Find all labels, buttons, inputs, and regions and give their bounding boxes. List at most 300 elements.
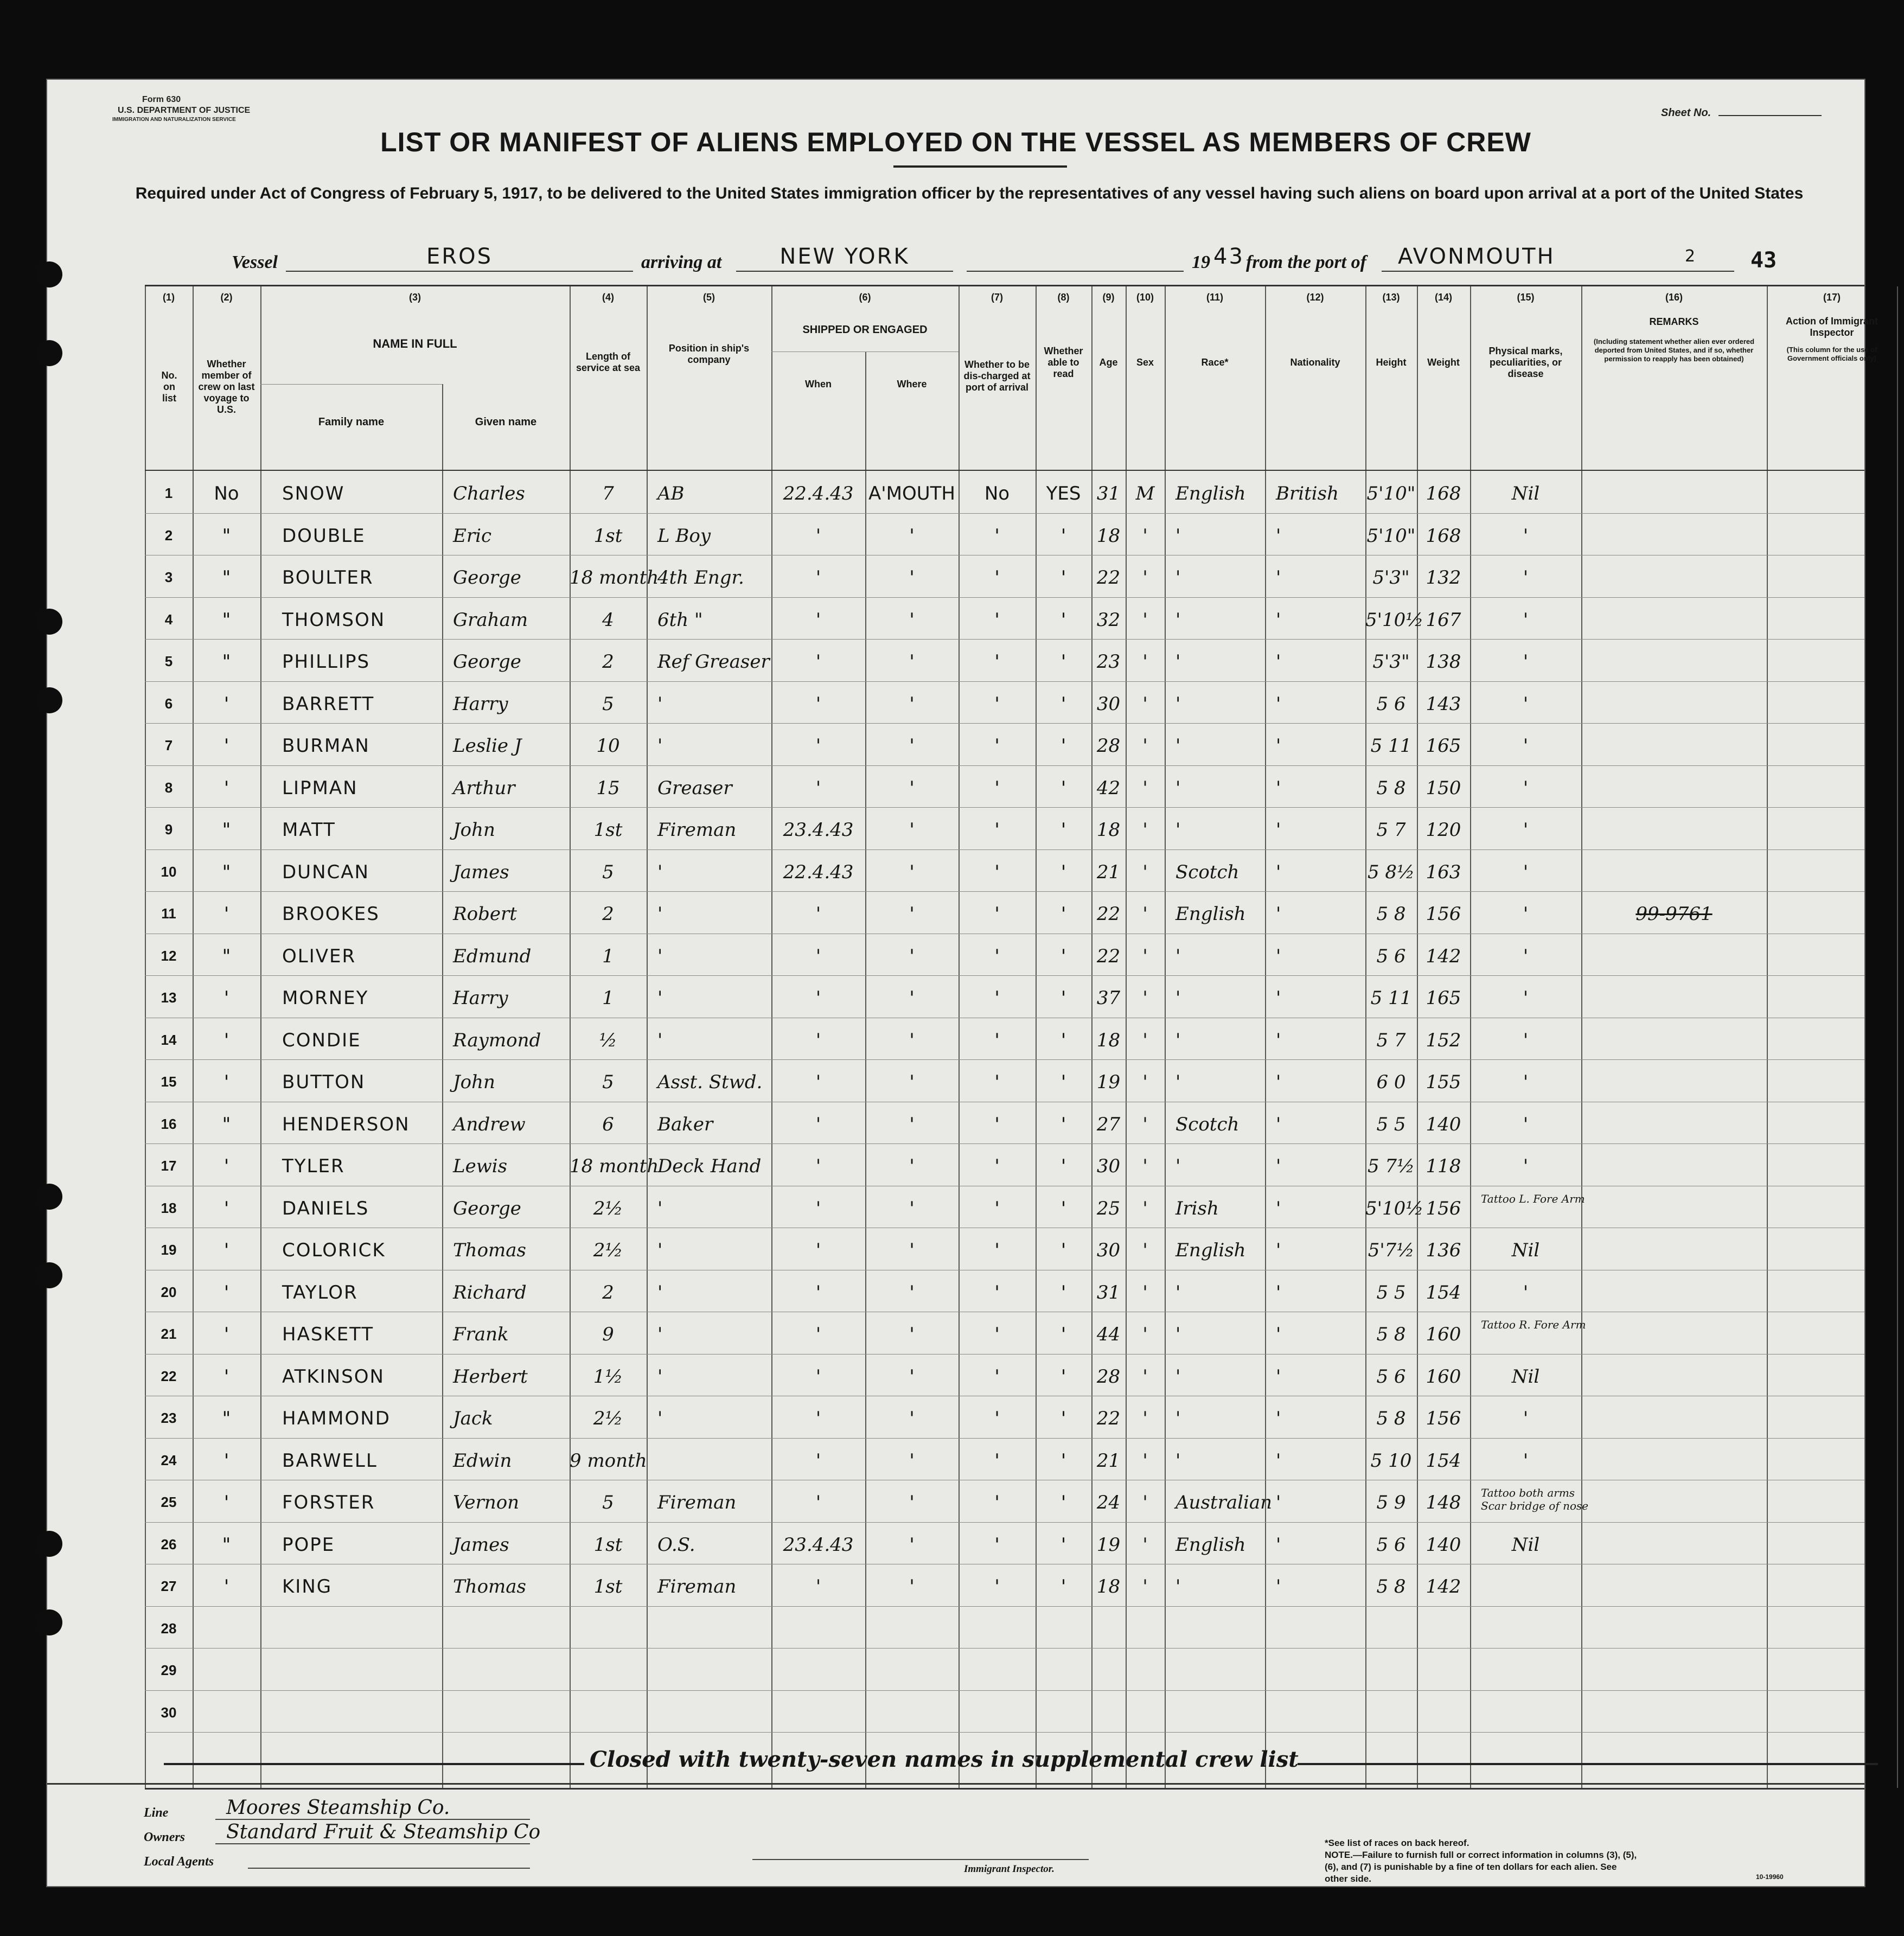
date-field xyxy=(967,242,1184,272)
binder-hole-icon xyxy=(36,1184,62,1210)
cell-given: John xyxy=(453,1071,495,1093)
cell-when: ' xyxy=(815,735,821,757)
table-row xyxy=(145,1480,1864,1522)
cell-race: English xyxy=(1175,483,1246,504)
cell-height: 5 6 xyxy=(1376,1534,1406,1556)
cell-when: ' xyxy=(815,1155,821,1177)
cell-given: Graham xyxy=(453,609,528,631)
table-row xyxy=(145,597,1864,640)
col-num-14: (14) xyxy=(1434,292,1452,303)
cell-no: 11 xyxy=(161,905,176,922)
header-age: Age xyxy=(1099,356,1118,368)
cell-marks: ' xyxy=(1523,987,1529,1009)
cell-given: George xyxy=(453,567,521,589)
cell-family: TYLER xyxy=(282,1155,345,1177)
cell-read: ' xyxy=(1060,693,1066,715)
cell-marks: ' xyxy=(1523,567,1529,589)
cell-nat: ' xyxy=(1276,1492,1281,1513)
header-discharged: Whether to be dis-charged at port of arrival xyxy=(963,359,1031,393)
table-row xyxy=(145,1564,1864,1606)
crew-table xyxy=(145,285,1878,1790)
cell-family: DANIELS xyxy=(282,1197,369,1219)
cell-age: 19 xyxy=(1096,1071,1121,1093)
table-row xyxy=(145,1059,1864,1102)
cell-family: LIPMAN xyxy=(282,777,358,799)
vessel-label: Vessel xyxy=(232,252,278,272)
cell-age: 18 xyxy=(1096,1576,1121,1598)
cell-age: 27 xyxy=(1096,1113,1121,1135)
cell-family: BROOKES xyxy=(282,903,380,925)
cell-given: Richard xyxy=(453,1281,527,1304)
cell-position: 4th Engr. xyxy=(657,567,744,589)
cell-no: 20 xyxy=(161,1283,177,1300)
cell-read: ' xyxy=(1060,1029,1066,1051)
cell-read: ' xyxy=(1060,861,1066,883)
cell-when: ' xyxy=(815,1449,821,1472)
cell-sex: M xyxy=(1135,483,1155,504)
cell-sex: ' xyxy=(1142,693,1148,715)
cell-family: BOULTER xyxy=(282,567,374,589)
cell-height: 5'3" xyxy=(1372,567,1410,589)
header-nationality: Nationality xyxy=(1290,356,1340,368)
cell-when: 23.4.43 xyxy=(783,1534,854,1556)
cell-nat: ' xyxy=(1276,1029,1281,1051)
col-num-2: (2) xyxy=(220,292,233,303)
cell-family: TAYLOR xyxy=(282,1281,358,1304)
cell-sex: ' xyxy=(1142,1239,1148,1261)
cell-weight: 156 xyxy=(1426,1408,1461,1429)
arriving-label: arriving at xyxy=(641,252,722,272)
cell-read: ' xyxy=(1060,1281,1066,1304)
cell-height: 5'7½ xyxy=(1368,1239,1415,1261)
cell-age: 28 xyxy=(1096,735,1121,757)
cell-when: 22.4.43 xyxy=(783,483,854,504)
cell-weight: 168 xyxy=(1426,525,1461,547)
cell-position: AB xyxy=(657,483,685,504)
year-prefix: 19 xyxy=(1192,252,1210,272)
cell-given: Thomas xyxy=(453,1576,527,1598)
header-shipped-engaged: SHIPPED OR ENGAGED xyxy=(802,323,928,336)
table-row xyxy=(145,1186,1864,1228)
cell-height: 5 7 xyxy=(1376,819,1406,841)
cell-no: 15 xyxy=(161,1074,177,1090)
cell-nat: ' xyxy=(1276,945,1281,967)
cell-height: 5 8 xyxy=(1376,903,1406,925)
cell-read: ' xyxy=(1060,1365,1066,1388)
cell-length: 1 xyxy=(602,945,614,967)
cell-family: BUTTON xyxy=(282,1071,366,1093)
cell-nat: ' xyxy=(1276,1576,1281,1598)
cell-length: 1st xyxy=(593,819,623,841)
cell-weight: 143 xyxy=(1426,693,1461,715)
cell-read: ' xyxy=(1060,525,1066,547)
cell-last: " xyxy=(222,567,231,589)
cell-family: COLORICK xyxy=(282,1239,386,1261)
cell-nat: ' xyxy=(1276,1324,1281,1345)
cell-when: ' xyxy=(815,693,821,715)
table-row xyxy=(145,1396,1864,1438)
arriving-port: NEW YORK xyxy=(736,242,953,272)
cell-race: ' xyxy=(1175,1576,1181,1598)
cell-given: Robert xyxy=(453,903,517,925)
cell-nat: ' xyxy=(1276,987,1281,1009)
cell-disch: ' xyxy=(994,1155,1000,1177)
cell-age: 30 xyxy=(1096,1155,1121,1177)
cell-age: 30 xyxy=(1096,1239,1121,1261)
cell-disch: ' xyxy=(994,1281,1000,1304)
cell-marks: Nil xyxy=(1511,1239,1540,1261)
table-row xyxy=(145,849,1864,892)
table-row xyxy=(145,1102,1864,1144)
col-num-5: (5) xyxy=(703,292,715,303)
cell-marks: Nil xyxy=(1511,1534,1540,1556)
cell-sex: ' xyxy=(1142,1576,1148,1598)
header-last-voyage: Whether member of crew on last voyage to U.S. xyxy=(198,358,255,415)
cell-length: 1 xyxy=(602,987,614,1009)
cell-family: BARWELL xyxy=(282,1449,378,1472)
cell-no: 1 xyxy=(164,485,173,501)
cell-position: Deck Hand xyxy=(657,1155,762,1177)
cell-height: 5 6 xyxy=(1376,945,1406,967)
cell-age: 31 xyxy=(1096,1281,1121,1304)
cell-no: 27 xyxy=(161,1578,177,1594)
cell-position: ' xyxy=(657,945,663,967)
cell-sex: ' xyxy=(1142,819,1148,841)
cell-where: ' xyxy=(909,735,915,757)
cell-weight: 154 xyxy=(1426,1281,1461,1304)
cell-given: George xyxy=(453,651,521,673)
cell-length: 5 xyxy=(602,1492,614,1513)
cell-age: 18 xyxy=(1096,819,1121,841)
penalty-note: NOTE.—Failure to furnish full or correct information in columns (3), (5), (6), and (7) is punishable by a fine of ten dollars for each alien. See other side. xyxy=(1325,1850,1637,1884)
header-where: Where xyxy=(897,378,927,389)
cell-when: ' xyxy=(815,609,821,631)
cell-position: Fireman xyxy=(657,1576,737,1598)
page-subtitle: Required under Act of Congress of February 5, 1917, to be delivered to the United States immigration officer by the representatives of any vessel having such aliens on board upon arrival at a port of the United States xyxy=(135,184,1804,202)
cell-no: 30 xyxy=(161,1704,177,1721)
cell-no: 19 xyxy=(161,1242,177,1258)
cell-given: Lewis xyxy=(453,1155,508,1177)
cell-sex: ' xyxy=(1142,525,1148,547)
cell-when: ' xyxy=(815,525,821,547)
cell-weight: 160 xyxy=(1426,1365,1461,1388)
agents-value xyxy=(248,1846,530,1869)
cell-age: 42 xyxy=(1096,777,1121,799)
cell-sex: ' xyxy=(1142,1324,1148,1345)
cell-given: Andrew xyxy=(453,1113,526,1135)
cell-age: 21 xyxy=(1096,1449,1121,1472)
cell-race: Australian xyxy=(1175,1492,1273,1513)
header-no-on-list: No. on list xyxy=(161,369,177,404)
line-label: Line xyxy=(144,1806,169,1820)
cell-last: ' xyxy=(223,1029,229,1051)
cell-given: Herbert xyxy=(453,1365,528,1388)
cell-given: Vernon xyxy=(453,1492,520,1513)
cell-family: HENDERSON xyxy=(282,1113,410,1135)
cell-marks: ' xyxy=(1523,945,1529,967)
cell-nat: ' xyxy=(1276,1155,1281,1177)
cell-disch: ' xyxy=(994,609,1000,631)
cell-position: ' xyxy=(657,735,663,757)
cell-height: 5 8 xyxy=(1376,1324,1406,1345)
table-row xyxy=(145,1438,1864,1480)
cell-length: ½ xyxy=(599,1029,617,1051)
header-position: Position in ship's company xyxy=(668,343,750,365)
cell-nat: British xyxy=(1276,483,1339,504)
cell-weight: 138 xyxy=(1426,651,1461,673)
cell-weight: 148 xyxy=(1426,1492,1461,1513)
cell-no: 14 xyxy=(161,1031,177,1048)
cell-marks: ' xyxy=(1523,1071,1529,1093)
cell-age: 19 xyxy=(1096,1534,1121,1556)
closing-note: Closed with twenty-seven names in supplemental crew list xyxy=(590,1747,1299,1772)
cell-sex: ' xyxy=(1142,861,1148,883)
cell-marks: ' xyxy=(1523,651,1529,673)
cell-race: ' xyxy=(1175,945,1181,967)
cell-race: ' xyxy=(1175,609,1181,631)
cell-disch: ' xyxy=(994,1113,1000,1135)
cell-read: ' xyxy=(1060,1113,1066,1135)
cell-no: 4 xyxy=(164,611,173,628)
cell-race: ' xyxy=(1175,987,1181,1009)
races-note: *See list of races on back hereof. xyxy=(1325,1838,1469,1848)
cell-disch: ' xyxy=(994,1071,1000,1093)
cell-age: 37 xyxy=(1096,987,1121,1009)
cell-age: 18 xyxy=(1096,525,1121,547)
cell-given: Charles xyxy=(453,483,525,504)
cell-nat: ' xyxy=(1276,1281,1281,1304)
cell-length: 1st xyxy=(593,1534,623,1556)
cell-disch: ' xyxy=(994,1365,1000,1388)
cell-where: ' xyxy=(909,525,915,547)
cell-weight: 163 xyxy=(1426,861,1461,883)
cell-last: ' xyxy=(223,1576,229,1598)
table-row xyxy=(145,1648,1864,1690)
cell-family: BARRETT xyxy=(282,693,375,715)
cell-disch: ' xyxy=(994,819,1000,841)
table-row xyxy=(145,1354,1864,1396)
cell-where: ' xyxy=(909,819,915,841)
cell-sex: ' xyxy=(1142,1534,1148,1556)
cell-given: Frank xyxy=(453,1324,509,1345)
cell-disch: ' xyxy=(994,987,1000,1009)
cell-position: ' xyxy=(657,1197,663,1219)
cell-when: ' xyxy=(815,1029,821,1051)
cell-where: ' xyxy=(909,1492,915,1513)
cell-given: Harry xyxy=(453,693,508,715)
cell-disch: ' xyxy=(994,651,1000,673)
header-name-in-full: NAME IN FULL xyxy=(373,336,457,350)
cell-family: CONDIE xyxy=(282,1029,361,1051)
cell-family: SNOW xyxy=(282,483,345,504)
cell-race: Irish xyxy=(1175,1197,1219,1219)
binder-hole-icon xyxy=(36,609,62,635)
cell-marks: Nil xyxy=(1511,1365,1540,1388)
cell-sex: ' xyxy=(1142,777,1148,799)
cell-race: English xyxy=(1175,1534,1246,1556)
cell-no: 26 xyxy=(161,1536,177,1552)
cell-sex: ' xyxy=(1142,1113,1148,1135)
cell-race: ' xyxy=(1175,777,1181,799)
cell-remarks: 99-9761 xyxy=(1635,903,1713,925)
cell-last: ' xyxy=(223,1071,229,1093)
cell-marks: ' xyxy=(1523,1029,1529,1051)
cell-marks: ' xyxy=(1523,1113,1529,1135)
cell-race: ' xyxy=(1175,819,1181,841)
cell-age: 44 xyxy=(1096,1324,1121,1345)
cell-age: 32 xyxy=(1096,609,1121,631)
cell-length: 15 xyxy=(596,777,620,799)
cell-disch: ' xyxy=(994,1324,1000,1345)
cell-read: ' xyxy=(1060,1324,1066,1345)
cell-weight: 156 xyxy=(1426,1197,1461,1219)
agents-label: Local Agents xyxy=(144,1855,214,1869)
cell-nat: ' xyxy=(1276,1408,1281,1429)
cell-nat: ' xyxy=(1276,861,1281,883)
header-given-name: Given name xyxy=(475,416,537,428)
table-row xyxy=(145,513,1864,555)
cell-position: ' xyxy=(657,1239,663,1261)
cell-height: 5 8 xyxy=(1376,1576,1406,1598)
cell-read: ' xyxy=(1060,567,1066,589)
cell-height: 5 10 xyxy=(1370,1449,1412,1472)
cell-no: 9 xyxy=(164,821,173,838)
cell-where: ' xyxy=(909,987,915,1009)
header-remarks: REMARKS xyxy=(1649,316,1699,327)
cell-family: OLIVER xyxy=(282,945,356,967)
cell-marks: ' xyxy=(1523,1449,1529,1472)
cell-race: English xyxy=(1175,1239,1246,1261)
cell-last: ' xyxy=(223,1492,229,1513)
cell-disch: ' xyxy=(994,903,1000,925)
cell-sex: ' xyxy=(1142,945,1148,967)
cell-age: 28 xyxy=(1096,1365,1121,1388)
cell-height: 5 11 xyxy=(1370,987,1412,1009)
service: IMMIGRATION AND NATURALIZATION SERVICE xyxy=(112,117,236,123)
cell-race: ' xyxy=(1175,1281,1181,1304)
cell-family: PHILLIPS xyxy=(282,651,370,673)
header-family-name: Family name xyxy=(318,416,385,428)
cell-marks: ' xyxy=(1523,525,1529,547)
cell-read: ' xyxy=(1060,945,1066,967)
page-mark: 2 xyxy=(1684,247,1697,266)
cell-nat: ' xyxy=(1276,525,1281,547)
cell-nat: ' xyxy=(1276,903,1281,925)
cell-last: " xyxy=(222,525,231,547)
cell-length: 5 xyxy=(602,1071,614,1093)
cell-marks: ' xyxy=(1523,1155,1529,1177)
cell-marks: ' xyxy=(1523,609,1529,631)
cell-last: No xyxy=(214,483,239,504)
cell-when: ' xyxy=(815,987,821,1009)
cell-last: ' xyxy=(223,693,229,715)
cell-last: ' xyxy=(223,1324,229,1345)
cell-no: 24 xyxy=(161,1452,177,1468)
col-num-1: (1) xyxy=(163,292,175,303)
cell-no: 16 xyxy=(161,1115,177,1132)
header-when: When xyxy=(805,378,832,389)
vessel-line xyxy=(47,242,1864,275)
cell-race: ' xyxy=(1175,1155,1181,1177)
cell-sex: ' xyxy=(1142,1155,1148,1177)
cell-height: 5'10" xyxy=(1366,525,1416,547)
cell-when: 22.4.43 xyxy=(783,861,854,883)
cell-given: Edwin xyxy=(453,1449,512,1472)
cell-given: John xyxy=(453,819,495,841)
cell-given: Arthur xyxy=(453,777,515,799)
cell-weight: 165 xyxy=(1426,987,1461,1009)
owners-value: Standard Fruit & Steamship Co xyxy=(215,1822,530,1844)
cell-no: 18 xyxy=(161,1199,177,1216)
cell-nat: ' xyxy=(1276,1113,1281,1135)
col-num-8: (8) xyxy=(1057,292,1070,303)
cell-family: DUNCAN xyxy=(282,861,369,883)
cell-no: 6 xyxy=(164,695,173,712)
cell-where: ' xyxy=(909,1029,915,1051)
cell-no: 2 xyxy=(164,527,173,544)
col-num-13: (13) xyxy=(1382,292,1400,303)
cell-weight: 136 xyxy=(1426,1239,1461,1261)
cell-length: 5 xyxy=(602,693,614,715)
cell-sex: ' xyxy=(1142,1365,1148,1388)
cell-read: ' xyxy=(1060,1534,1066,1556)
form-code: 10-19960 xyxy=(1756,1873,1784,1881)
owners-label: Owners xyxy=(144,1830,186,1844)
cell-marks: Tattoo R. Fore Arm xyxy=(1481,1318,1586,1331)
cell-no: 10 xyxy=(161,863,177,880)
cell-age: 31 xyxy=(1096,483,1121,504)
cell-disch: ' xyxy=(994,1492,1000,1513)
header-height: Height xyxy=(1376,356,1407,368)
cell-last: ' xyxy=(223,1239,229,1261)
cell-nat: ' xyxy=(1276,1365,1281,1388)
cell-when: ' xyxy=(815,1113,821,1135)
cell-disch: ' xyxy=(994,1576,1000,1598)
header-action-note: (This column for the use of Government officials only) xyxy=(1786,346,1877,362)
cell-no: 17 xyxy=(161,1158,177,1174)
cell-when: ' xyxy=(815,1071,821,1093)
cell-nat: ' xyxy=(1276,609,1281,631)
col-num-7: (7) xyxy=(991,292,1003,303)
cell-height: 5 7½ xyxy=(1367,1155,1415,1177)
cell-height: 5 7 xyxy=(1376,1029,1406,1051)
cell-race: ' xyxy=(1175,693,1181,715)
cell-position: ' xyxy=(657,861,663,883)
cell-position: Baker xyxy=(657,1113,713,1135)
table-row xyxy=(145,1522,1864,1564)
cell-age: 22 xyxy=(1096,945,1121,967)
cell-where: ' xyxy=(909,1408,915,1429)
cell-sex: ' xyxy=(1142,1492,1148,1513)
table-row xyxy=(145,1690,1864,1733)
table-row xyxy=(145,639,1864,681)
cell-length: 1st xyxy=(593,525,623,547)
cell-position: Greaser xyxy=(657,777,732,799)
cell-race: ' xyxy=(1175,567,1181,589)
cell-length: 2 xyxy=(602,651,614,673)
from-port: AVONMOUTH xyxy=(1382,242,1734,272)
cell-length: 2½ xyxy=(593,1239,623,1261)
cell-race: Scotch xyxy=(1175,861,1239,883)
cell-age: 18 xyxy=(1096,1029,1121,1051)
cell-sex: ' xyxy=(1142,1449,1148,1472)
cell-height: 6 0 xyxy=(1376,1071,1406,1093)
department: U.S. DEPARTMENT OF JUSTICE xyxy=(118,106,251,115)
cell-where: ' xyxy=(909,1197,915,1219)
cell-weight: 140 xyxy=(1426,1113,1461,1135)
cell-read: ' xyxy=(1060,1197,1066,1219)
cell-position: ' xyxy=(657,1281,663,1304)
